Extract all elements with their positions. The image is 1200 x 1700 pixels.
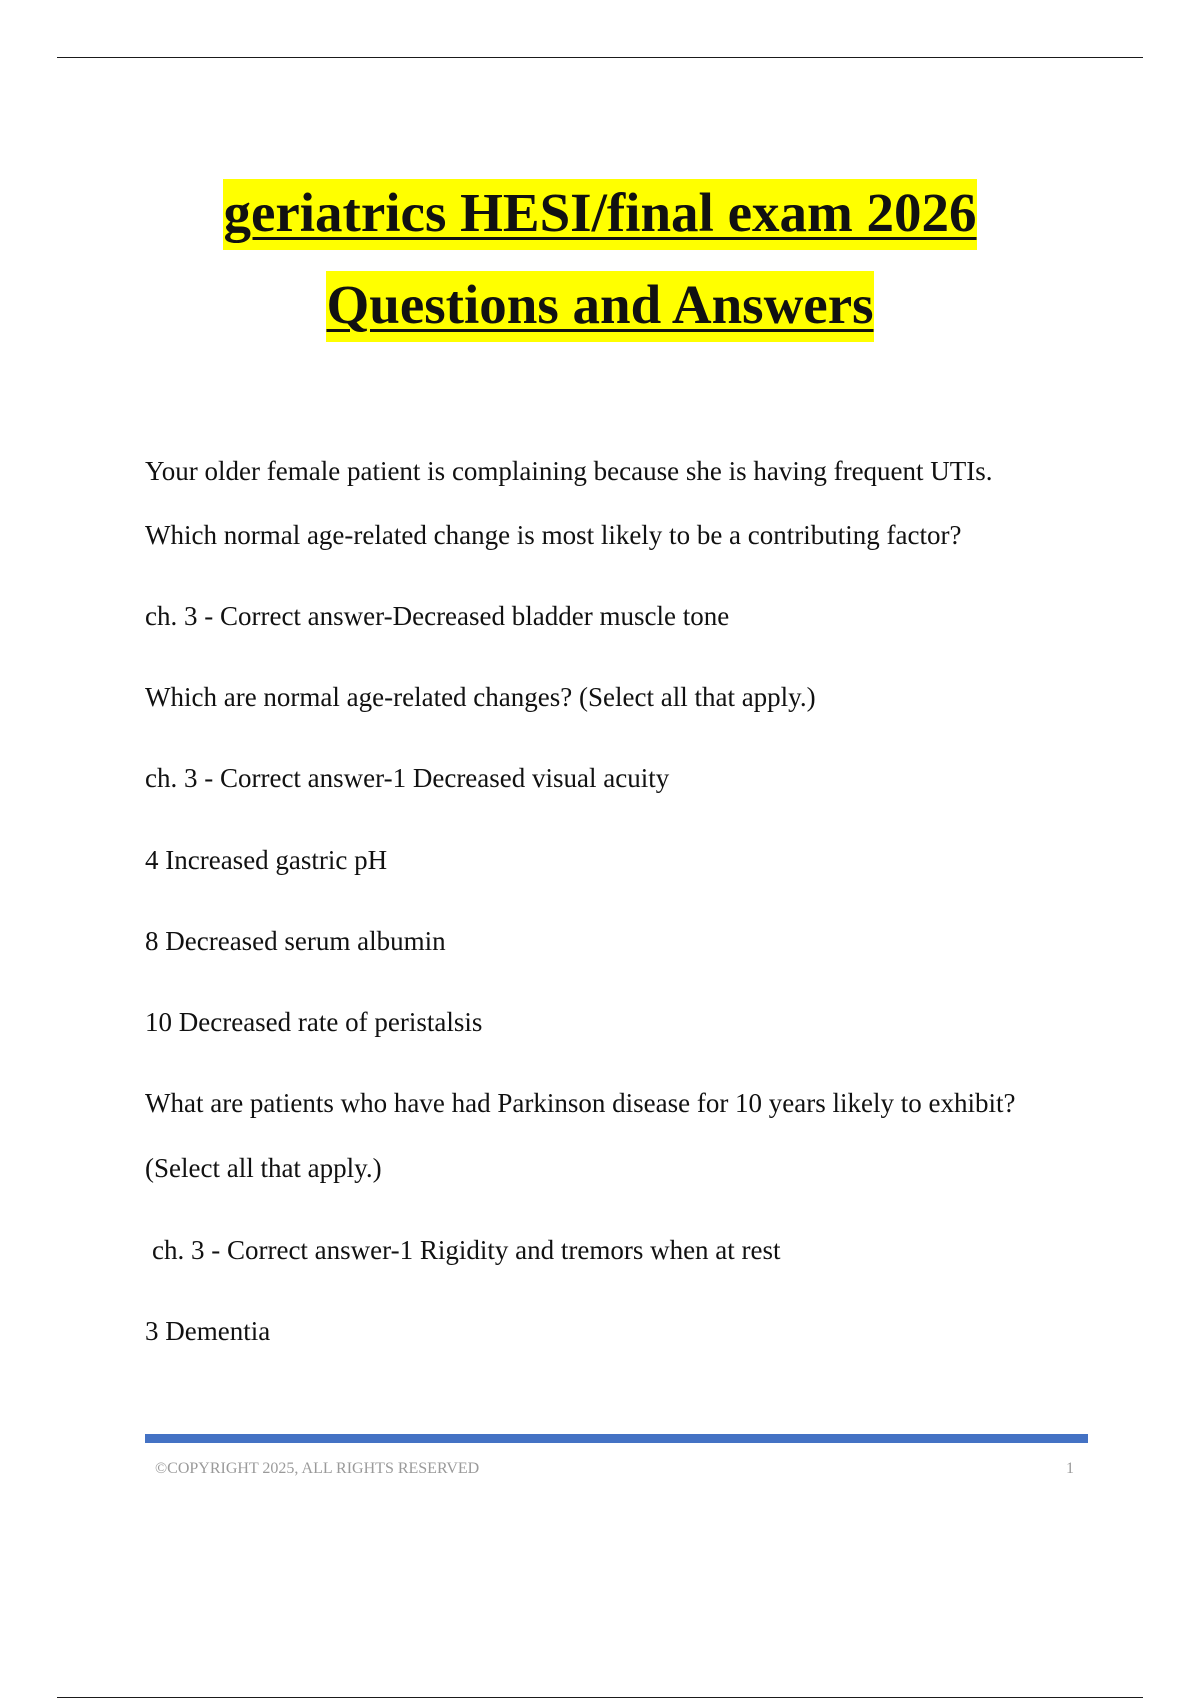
answer-3-item-1: ch. 3 - Correct answer-1 Rigidity and tremors when at rest [152, 1235, 781, 1265]
document-title-text-2: Questions and Answers [326, 271, 873, 342]
answer-2-item-8: 8 Decreased serum albumin [145, 926, 446, 956]
question-3-line-1: What are patients who have had Parkinson disease for 10 years likely to exhibit? [145, 1088, 1016, 1118]
document-title-text-1: geriatrics HESI/final exam 2026 [223, 179, 976, 250]
answer-2-item-4: 4 Increased gastric pH [145, 845, 388, 875]
answer-1: ch. 3 - Correct answer-Decreased bladder muscle tone [145, 601, 730, 631]
top-rule [57, 57, 1143, 58]
question-1-line-1: Your older female patient is complaining because she is having frequent UTIs. [145, 456, 993, 486]
footer-bar [145, 1434, 1088, 1443]
bottom-rule [57, 1697, 1143, 1698]
question-2: Which are normal age-related changes? (Select all that apply.) [145, 682, 816, 712]
document-title-line-1 [0, 182, 1200, 243]
question-1-line-2: Which normal age-related change is most likely to be a contributing factor? [145, 520, 962, 550]
answer-2-item-1: ch. 3 - Correct answer-1 Decreased visual acuity [145, 763, 670, 793]
page-number: 1 [1066, 1460, 1074, 1477]
question-3-line-2: (Select all that apply.) [145, 1153, 382, 1183]
footer-copyright: ©COPYRIGHT 2025, ALL RIGHTS RESERVED [155, 1460, 480, 1477]
answer-3-item-3: 3 Dementia [145, 1316, 271, 1346]
document-title-line-2 [0, 274, 1200, 335]
answer-2-item-10: 10 Decreased rate of peristalsis [145, 1007, 483, 1037]
